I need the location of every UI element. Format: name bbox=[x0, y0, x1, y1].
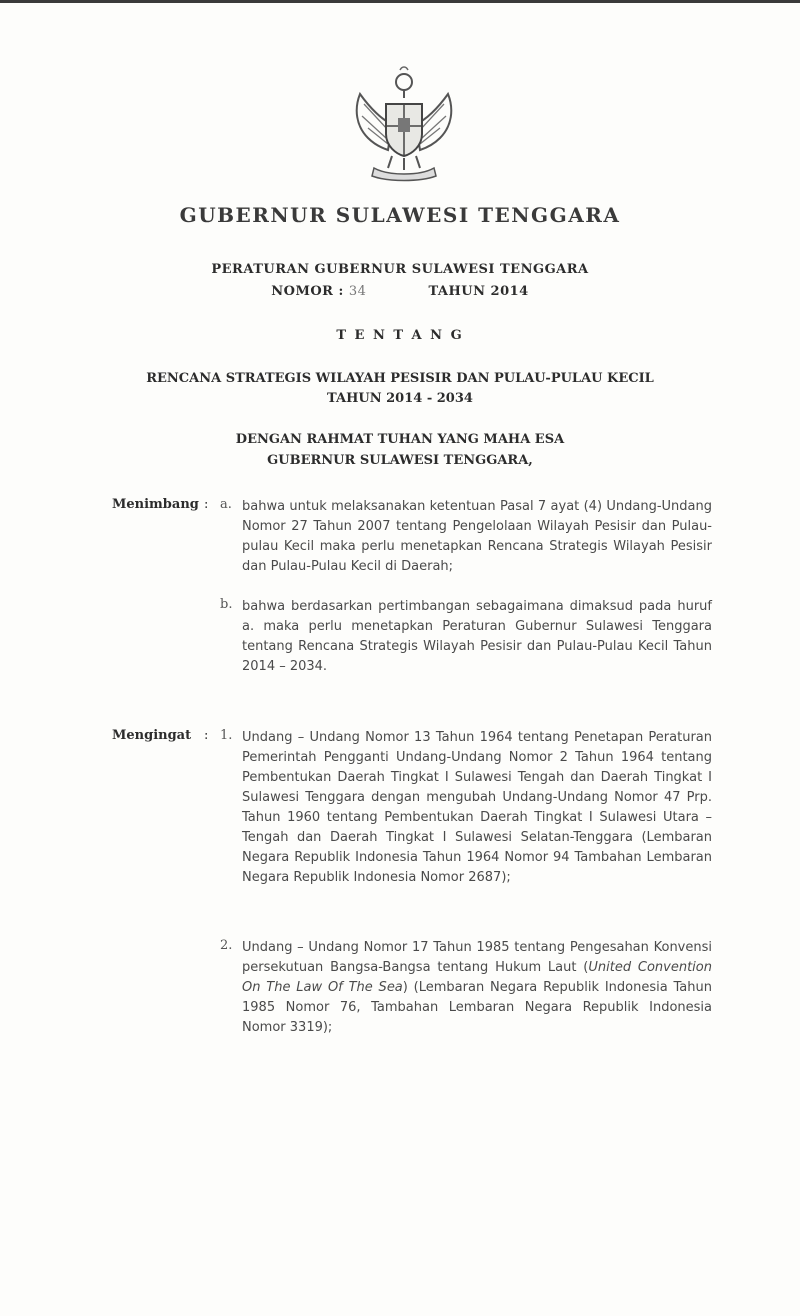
mengingat-item-1 bbox=[220, 728, 712, 888]
menimbang-label: Menimbang bbox=[112, 497, 199, 512]
number-value: 34 bbox=[348, 284, 367, 299]
mengingat-item-2 bbox=[220, 938, 712, 1038]
item-mark: a. bbox=[220, 497, 232, 512]
about-label: T E N T A N G bbox=[336, 328, 464, 343]
year-label: TAHUN 2014 bbox=[428, 284, 529, 299]
mengingat-colon: : bbox=[204, 728, 209, 743]
top-border bbox=[0, 0, 800, 3]
item-mark: b. bbox=[220, 597, 233, 612]
mengingat-label: Mengingat bbox=[112, 728, 192, 743]
item-text: Undang – Undang Nomor 13 Tahun 1964 tentang Penetapan Peraturan Pemerintah Pengganti Undang-Undang Nomor 2 Tahun 1964 tentang Pembentukan Daerah Tingkat I Sulawesi Tengah dan Daerah Tingkat I Sulawesi Tenggara dengan mengubah Undang-Undang Nomor 47 Prp. Tahun 1960 tentang Pembentukan Daerah Tingkat I Sulawesi Utara – Tengah dan Daerah Tingkat I Sulawesi Selatan-Tenggara (Lembaran Negara Republik Indonesia Tahun 1964 Nomor 94 Tambahan Lembaran Negara Republik Indonesia Nomor 2687); bbox=[242, 730, 712, 885]
item-text-before: Undang – Undang Nomor 17 Tahun 1985 tentang Pengesahan Konvensi persekutuan Bangsa-Bangsa tentang Hukum Laut ( bbox=[242, 940, 712, 975]
item-text: bahwa untuk melaksanakan ketentuan Pasal 7 ayat (4) Undang-Undang Nomor 27 Tahun 2007 tentang Pengelolaan Wilayah Pesisir dan Pulau-pulau Kecil maka perlu menetapkan Rencana Strategis Wilayah Pesisir dan Pulau-Pulau Kecil di Daerah; bbox=[242, 499, 712, 574]
subject-line-1: RENCANA STRATEGIS WILAYAH PESISIR DAN PULAU-PULAU KECIL bbox=[146, 371, 654, 386]
grace-line-1: DENGAN RAHMAT TUHAN YANG MAHA ESA bbox=[235, 432, 565, 447]
item-text-after: ) (Lembaran Negara Republik Indonesia Tahun 1985 Nomor 76, Tambahan Lembaran Negara Republik Indonesia Nomor 3319); bbox=[242, 980, 712, 1035]
garuda-emblem-icon bbox=[348, 64, 460, 184]
item-mark: 2. bbox=[220, 938, 233, 953]
menimbang-colon: : bbox=[204, 497, 209, 512]
number-label: NOMOR : bbox=[271, 284, 344, 299]
item-mark: 1. bbox=[220, 728, 233, 743]
governor-title: GUBERNUR SULAWESI TENGGARA bbox=[179, 203, 621, 227]
grace-line-2: GUBERNUR SULAWESI TENGGARA, bbox=[267, 453, 533, 468]
subject-line-2: TAHUN 2014 - 2034 bbox=[327, 391, 473, 406]
regulation-number-line bbox=[0, 284, 800, 299]
menimbang-item-b bbox=[220, 597, 712, 677]
item-text: bahwa berdasarkan pertimbangan sebagaimana dimaksud pada huruf a. maka perlu menetapkan Peraturan Gubernur Sulawesi Tenggara tentang Rencana Strategis Wilayah Pesisir dan Pulau-Pulau Kecil Tahun 2014 – 2034. bbox=[242, 599, 712, 674]
regulation-title: PERATURAN GUBERNUR SULAWESI TENGGARA bbox=[211, 262, 589, 277]
item-text-italic: United Convention On The Law Of The Sea bbox=[242, 960, 712, 995]
menimbang-item-a bbox=[220, 497, 712, 577]
item-text bbox=[242, 938, 712, 1038]
